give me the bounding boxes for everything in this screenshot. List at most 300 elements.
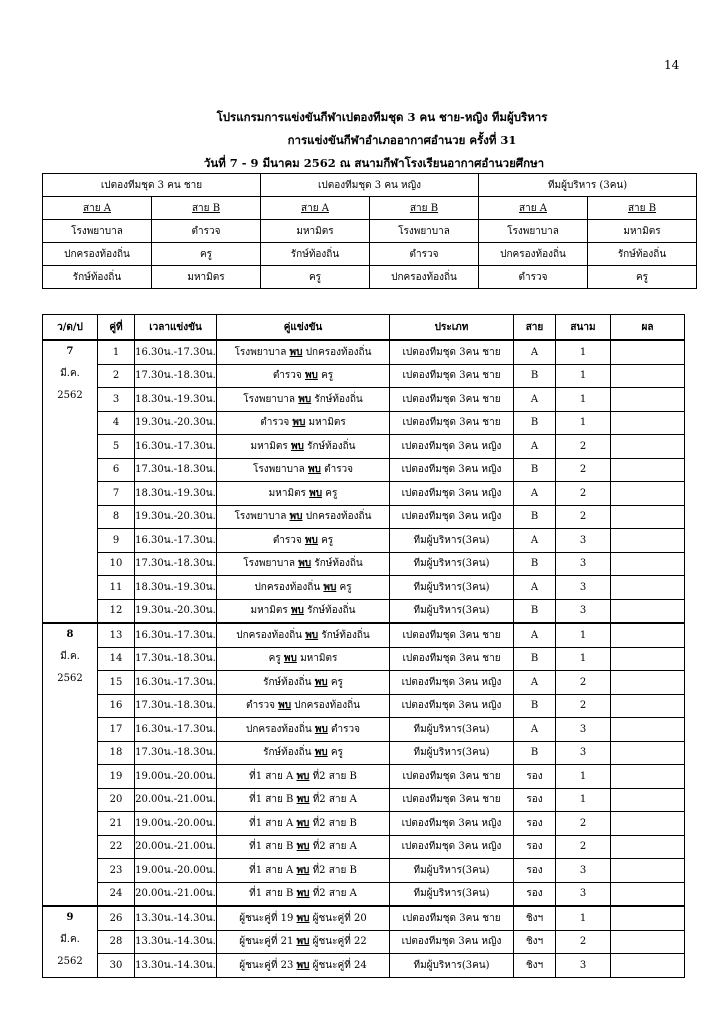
match-line-cell: รอง [514,765,556,789]
group-line-header: สาย B [152,197,261,220]
team-home: โรงพยาบาล [243,393,296,405]
team-home: ผู้ชนะคู่ที่ 19 [239,912,294,924]
match-row [43,906,685,930]
match-row [43,435,685,459]
match-row [43,599,685,623]
team-away: ผู้ชนะคู่ที่ 22 [312,936,367,948]
group-team-row [43,266,697,289]
versus-label: พบ [298,393,312,405]
match-result-cell [611,505,685,529]
column-header-time: เวลาแข่งขัน [135,315,217,341]
group-team-cell: โรงพยาบาล [370,220,479,243]
match-time-cell: 17.30น.-18.30น. [135,458,217,482]
versus-label: พบ [290,440,304,452]
date-cell [43,340,98,623]
team-home: ตำรวจ [272,534,302,546]
match-category-cell: เปตองทีมชุด 3คน หญิง [390,458,514,482]
versus-label: พบ [289,346,303,358]
team-home: ที่1 สาย A [249,817,294,829]
team-home: มหามิตร [250,440,288,452]
match-teams-cell [217,482,390,506]
group-team-row [43,220,697,243]
team-home: รักษ์ท้องถิ่น [263,676,312,688]
group-team-cell: ปกครองท้องถิ่น [479,243,588,266]
match-number-cell: 24 [98,882,135,906]
column-header-match-no: คู่ที่ [98,315,135,341]
versus-label: พบ [309,487,323,499]
versus-label: พบ [296,770,310,782]
match-category-cell: เปตองทีมชุด 3คน หญิง [390,671,514,695]
date-stack [43,907,97,973]
match-field-cell: 2 [556,671,611,695]
match-field-cell: 1 [556,788,611,812]
versus-label: พบ [296,794,310,806]
column-header-field: สนาม [556,315,611,341]
match-category-cell: เปตองทีมชุด 3คน ชาย [390,788,514,812]
match-time-cell: 18.30น.-19.30น. [135,482,217,506]
match-field-cell: 3 [556,529,611,553]
match-time-cell: 19.00น.-20.00น. [135,859,217,883]
match-category-cell: เปตองทีมชุด 3คน หญิง [390,812,514,836]
group-team-cell: ครู [588,266,697,289]
match-teams-cell [217,906,390,930]
group-team-cell: ตำรวจ [479,266,588,289]
match-time-cell: 16.30น.-17.30น. [135,529,217,553]
match-teams-cell [217,882,390,906]
column-header-teams: คู่แข่งขัน [217,315,390,341]
match-teams-cell [217,859,390,883]
match-field-cell: 1 [556,906,611,930]
match-row [43,741,685,765]
versus-label: พบ [296,912,310,924]
match-result-cell [611,835,685,859]
match-time-cell: 16.30น.-17.30น. [135,671,217,695]
match-field-cell: 2 [556,435,611,459]
day-group [43,906,685,977]
match-line-cell: A [514,435,556,459]
match-category-cell: เปตองทีมชุด 3คน ชาย [390,388,514,412]
match-row [43,765,685,789]
match-category-cell: ทีมผู้บริหาร(3คน) [390,741,514,765]
match-time-cell: 17.30น.-18.30น. [135,364,217,388]
team-home: ที่1 สาย B [249,794,294,806]
document-title: โปรแกรมการแข่งขันกีฬาเปตองทีมชุด 3 คน ชาย-หญิง ทีมผู้บริหาร [216,110,548,124]
match-number-cell: 9 [98,529,135,553]
date-stack [43,624,97,690]
match-line-cell: A [514,482,556,506]
match-result-cell [611,552,685,576]
versus-label: พบ [296,864,310,876]
match-number-cell: 6 [98,458,135,482]
match-result-cell [611,882,685,906]
match-line-cell: B [514,458,556,482]
match-number-cell: 30 [98,954,135,978]
match-number-cell: 7 [98,482,135,506]
team-away: ครู [330,747,343,759]
match-line-cell: A [514,576,556,600]
match-field-cell: 2 [556,482,611,506]
match-number-cell: 10 [98,552,135,576]
versus-label: พบ [296,817,310,829]
match-row [43,835,685,859]
team-home: ตำรวจ [260,417,290,429]
match-row [43,930,685,954]
match-number-cell: 19 [98,765,135,789]
match-row [43,458,685,482]
team-home: ที่1 สาย B [249,841,294,853]
match-teams-cell [217,576,390,600]
team-away: ครู [325,487,338,499]
match-row [43,505,685,529]
match-result-cell [611,671,685,695]
match-number-cell: 16 [98,694,135,718]
match-category-cell: เปตองทีมชุด 3คน หญิง [390,930,514,954]
match-schedule-table [42,314,685,978]
match-time-cell: 16.30น.-17.30น. [135,340,217,364]
match-line-cell: B [514,647,556,671]
date-day: 9 [66,912,74,923]
team-home: มหามิตร [250,605,288,617]
team-home: ที่1 สาย A [249,770,294,782]
match-line-cell: รอง [514,788,556,812]
date-cell [43,906,98,977]
match-category-cell: ทีมผู้บริหาร(3คน) [390,882,514,906]
match-field-cell: 3 [556,552,611,576]
match-teams-cell [217,364,390,388]
match-category-cell: ทีมผู้บริหาร(3คน) [390,954,514,978]
match-time-cell: 13.30น.-14.30น. [135,906,217,930]
match-number-cell: 3 [98,388,135,412]
match-result-cell [611,765,685,789]
match-category-cell: ทีมผู้บริหาร(3คน) [390,552,514,576]
match-category-cell: ทีมผู้บริหาร(3คน) [390,599,514,623]
group-team-cell: มหามิตร [261,220,370,243]
team-away: ที่2 สาย B [312,864,357,876]
match-category-cell: เปตองทีมชุด 3คน หญิง [390,505,514,529]
column-header-result: ผล [611,315,685,341]
match-result-cell [611,906,685,930]
match-row [43,623,685,647]
match-teams-cell [217,718,390,742]
versus-label: พบ [304,370,318,382]
team-home: ผู้ชนะคู่ที่ 23 [239,959,294,971]
team-home: ตำรวจ [272,370,302,382]
match-field-cell: 2 [556,812,611,836]
match-teams-cell [217,388,390,412]
match-number-cell: 18 [98,741,135,765]
team-away: ที่2 สาย A [312,841,357,853]
versus-label: พบ [314,747,328,759]
match-line-cell: A [514,340,556,364]
match-teams-cell [217,930,390,954]
page-number: 14 [664,58,680,72]
document-subtitle: การแข่งขันกีฬาอำเภออากาศอำนวย ครั้งที่ 31 [287,133,517,147]
match-line-cell: A [514,623,556,647]
match-line-cell: B [514,694,556,718]
team-away: ปกครองท้องถิ่น [305,346,372,358]
match-row [43,882,685,906]
match-category-cell: เปตองทีมชุด 3คน หญิง [390,694,514,718]
match-result-cell [611,718,685,742]
match-time-cell: 20.00น.-21.00น. [135,882,217,906]
match-category-cell: ทีมผู้บริหาร(3คน) [390,718,514,742]
match-line-cell: B [514,552,556,576]
match-line-cell: ชิงฯ [514,906,556,930]
team-away: ตำรวจ [324,464,354,476]
team-away: ปกครองท้องถิ่น [305,511,372,523]
match-field-cell: 1 [556,647,611,671]
match-line-cell: ชิงฯ [514,930,556,954]
match-row [43,812,685,836]
match-time-cell: 17.30น.-18.30น. [135,694,217,718]
team-away: ที่2 สาย B [312,817,357,829]
date-year: 2562 [57,673,83,684]
team-away: ครู [339,581,352,593]
match-category-cell: เปตองทีมชุด 3คน ชาย [390,623,514,647]
match-row [43,529,685,553]
match-field-cell: 2 [556,458,611,482]
match-time-cell: 16.30น.-17.30น. [135,623,217,647]
group-category-row [43,174,697,197]
match-number-cell: 2 [98,364,135,388]
match-result-cell [611,930,685,954]
match-teams-cell [217,671,390,695]
match-teams-cell [217,529,390,553]
team-home: โรงพยาบาล [234,511,287,523]
match-field-cell: 1 [556,340,611,364]
match-result-cell [611,788,685,812]
group-team-cell: มหามิตร [152,266,261,289]
match-line-cell: รอง [514,812,556,836]
match-teams-cell [217,505,390,529]
match-result-cell [611,647,685,671]
match-field-cell: 3 [556,599,611,623]
group-team-cell: โรงพยาบาล [43,220,152,243]
schedule-header-row [43,315,685,341]
versus-label: พบ [314,723,328,735]
match-category-cell: ทีมผู้บริหาร(3คน) [390,529,514,553]
versus-label: พบ [289,511,303,523]
match-teams-cell [217,435,390,459]
match-line-cell: A [514,671,556,695]
match-time-cell: 19.00น.-20.00น. [135,812,217,836]
match-number-cell: 15 [98,671,135,695]
match-field-cell: 3 [556,718,611,742]
match-category-cell: เปตองทีมชุด 3คน ชาย [390,340,514,364]
match-row [43,788,685,812]
match-line-cell: B [514,741,556,765]
match-row [43,552,685,576]
match-result-cell [611,388,685,412]
match-line-cell: รอง [514,835,556,859]
team-away: ที่2 สาย A [312,888,357,900]
match-category-cell: ทีมผู้บริหาร(3คน) [390,859,514,883]
match-result-cell [611,529,685,553]
match-teams-cell [217,812,390,836]
column-header-category: ประเภท [390,315,514,341]
match-field-cell: 3 [556,741,611,765]
match-result-cell [611,859,685,883]
date-year: 2562 [57,956,83,967]
team-away: ปกครองท้องถิ่น [294,700,361,712]
group-team-cell: รักษ์ท้องถิ่น [261,243,370,266]
match-teams-cell [217,552,390,576]
group-team-cell: มหามิตร [588,220,697,243]
match-number-cell: 11 [98,576,135,600]
group-team-row [43,243,697,266]
match-line-cell: A [514,529,556,553]
team-away: มหามิตร [300,653,338,665]
day-group [43,340,685,623]
versus-label: พบ [305,629,319,641]
match-result-cell [611,340,685,364]
team-away: ตำรวจ [331,723,361,735]
match-result-cell [611,812,685,836]
match-category-cell: เปตองทีมชุด 3คน หญิง [390,482,514,506]
team-away: ที่2 สาย B [312,770,357,782]
match-result-cell [611,623,685,647]
match-teams-cell [217,788,390,812]
match-teams-cell [217,741,390,765]
team-away: ที่2 สาย A [312,794,357,806]
team-away: รักษ์ท้องถิ่น [314,558,363,570]
match-time-cell: 20.00น.-21.00น. [135,788,217,812]
match-field-cell: 2 [556,505,611,529]
date-month: มี.ค. [60,651,80,662]
group-team-cell: โรงพยาบาล [479,220,588,243]
match-result-cell [611,435,685,459]
match-category-cell: เปตองทีมชุด 3คน ชาย [390,765,514,789]
match-result-cell [611,741,685,765]
team-home: ที่1 สาย A [249,864,294,876]
versus-label: พบ [323,581,337,593]
match-time-cell: 17.30น.-18.30น. [135,647,217,671]
match-field-cell: 1 [556,388,611,412]
match-teams-cell [217,599,390,623]
event-date-venue: วันที่ 7 - 9 มีนาคม 2562 ณ สนามกีฬาโรงเรียนอากาศอำนวยศึกษา [203,156,545,170]
group-team-cell: ครู [152,243,261,266]
team-home: ผู้ชนะคู่ที่ 21 [239,936,294,948]
match-teams-cell [217,647,390,671]
match-result-cell [611,599,685,623]
date-day: 8 [66,629,74,640]
match-number-cell: 22 [98,835,135,859]
match-field-cell: 1 [556,623,611,647]
match-time-cell: 19.30น.-20.30น. [135,599,217,623]
match-teams-cell [217,694,390,718]
date-cell [43,623,98,906]
match-time-cell: 19.30น.-20.30น. [135,505,217,529]
match-time-cell: 19.00น.-20.00น. [135,765,217,789]
match-category-cell: เปตองทีมชุด 3คน หญิง [390,435,514,459]
match-category-cell: เปตองทีมชุด 3คน ชาย [390,411,514,435]
team-away: รักษ์ท้องถิ่น [307,605,356,617]
team-away: ครู [330,676,343,688]
match-teams-cell [217,458,390,482]
versus-label: พบ [314,676,328,688]
team-home: โรงพยาบาล [243,558,296,570]
match-field-cell: 3 [556,954,611,978]
match-time-cell: 17.30น.-18.30น. [135,552,217,576]
match-time-cell: 16.30น.-17.30น. [135,718,217,742]
match-result-cell [611,954,685,978]
match-row [43,694,685,718]
match-category-cell: เปตองทีมชุด 3คน หญิง [390,835,514,859]
match-number-cell: 12 [98,599,135,623]
match-teams-cell [217,411,390,435]
match-field-cell: 2 [556,835,611,859]
match-row [43,364,685,388]
team-away: รักษ์ท้องถิ่น [321,629,370,641]
group-team-cell: รักษ์ท้องถิ่น [43,266,152,289]
match-result-cell [611,411,685,435]
match-field-cell: 1 [556,765,611,789]
match-number-cell: 23 [98,859,135,883]
group-line-row [43,197,697,220]
team-away: รักษ์ท้องถิ่น [314,393,363,405]
match-number-cell: 8 [98,505,135,529]
team-home: รักษ์ท้องถิ่น [263,747,312,759]
group-category-header: เปตองทีมชุด 3 คน ชาย [43,174,261,197]
match-number-cell: 26 [98,906,135,930]
versus-label: พบ [296,959,310,971]
team-home: ปกครองท้องถิ่น [245,723,312,735]
date-year: 2562 [57,390,83,401]
group-team-cell: ตำรวจ [152,220,261,243]
match-result-cell [611,576,685,600]
team-home: ตำรวจ [245,700,275,712]
versus-label: พบ [304,534,318,546]
match-category-cell: ทีมผู้บริหาร(3คน) [390,576,514,600]
match-row [43,718,685,742]
match-number-cell: 17 [98,718,135,742]
match-row [43,388,685,412]
versus-label: พบ [283,653,297,665]
match-time-cell: 13.30น.-14.30น. [135,930,217,954]
match-field-cell: 1 [556,411,611,435]
versus-label: พบ [296,841,310,853]
match-field-cell: 3 [556,859,611,883]
column-header-date: ว/ด/ป [43,315,98,341]
versus-label: พบ [278,700,292,712]
group-line-header: สาย A [479,197,588,220]
match-result-cell [611,694,685,718]
match-teams-cell [217,835,390,859]
match-field-cell: 3 [556,882,611,906]
group-line-header: สาย B [370,197,479,220]
date-day: 7 [66,346,74,357]
team-home: มหามิตร [268,487,306,499]
match-time-cell: 18.30น.-19.30น. [135,388,217,412]
team-home: ที่1 สาย B [249,888,294,900]
match-row [43,954,685,978]
match-result-cell [611,458,685,482]
match-field-cell: 2 [556,930,611,954]
group-team-cell: ปกครองท้องถิ่น [370,266,479,289]
versus-label: พบ [296,888,310,900]
group-line-header: สาย A [43,197,152,220]
team-home: โรงพยาบาล [234,346,287,358]
match-line-cell: A [514,388,556,412]
group-team-cell: ปกครองท้องถิ่น [43,243,152,266]
match-row [43,576,685,600]
match-number-cell: 21 [98,812,135,836]
match-number-cell: 5 [98,435,135,459]
group-line-header: สาย B [588,197,697,220]
match-field-cell: 3 [556,576,611,600]
group-team-cell: ตำรวจ [370,243,479,266]
match-number-cell: 28 [98,930,135,954]
